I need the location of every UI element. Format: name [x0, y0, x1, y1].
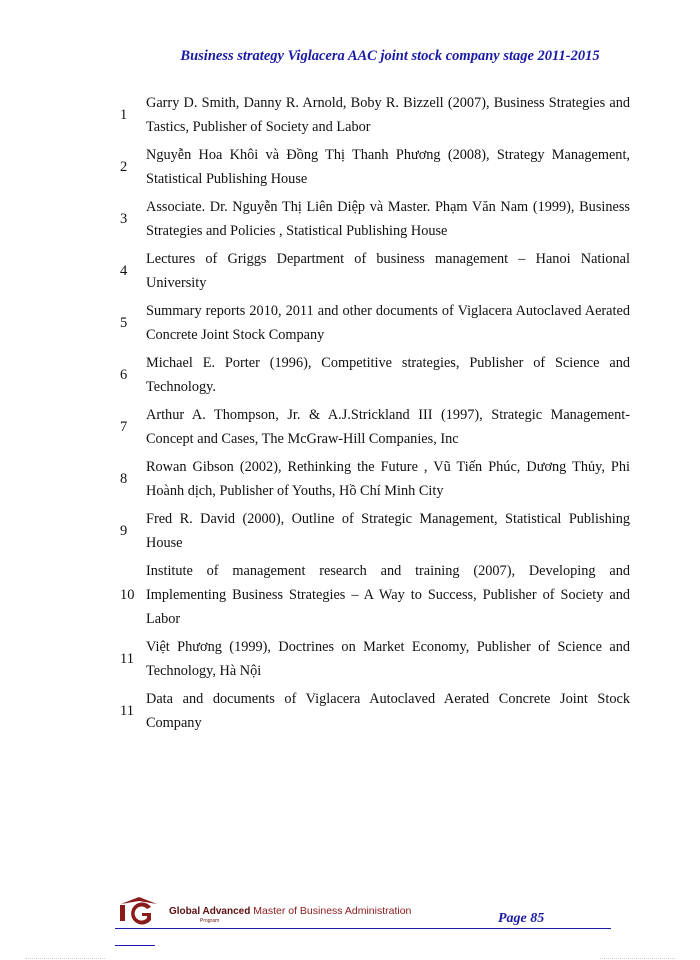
- page-edge-dotted-left: [25, 958, 105, 959]
- page-footer: [115, 894, 615, 930]
- reference-text: Garry D. Smith, Danny R. Arnold, Boby R. Bizzell (2007), Business Strategies and Tastics, Publisher of Society and Labor: [146, 95, 630, 135]
- reference-text: Nguyễn Hoa Khôi và Đồng Thị Thanh Phương (2008), Strategy Management, Statistical Publishing House: [146, 147, 630, 187]
- reference-number: 6: [120, 366, 128, 383]
- reference-text: Việt Phương (1999), Doctrines on Market Economy, Publisher of Science and Technology, Hà Nội: [146, 639, 630, 679]
- reference-item: [110, 349, 630, 401]
- reference-item: [110, 89, 630, 141]
- reference-item: [110, 633, 630, 685]
- footer-stub-rule: [115, 945, 155, 946]
- reference-text: Lectures of Griggs Department of business management – Hanoi National University: [146, 251, 630, 291]
- reference-item: [110, 193, 630, 245]
- reference-text: Institute of management research and training (2007), Developing and Implementing Business Strategies – A Way to Success, Publisher of Society and Labor: [146, 563, 630, 627]
- reference-item: [110, 245, 630, 297]
- reference-number: 1: [120, 106, 128, 123]
- reference-number: 11: [120, 650, 134, 667]
- reference-text: Summary reports 2010, 2011 and other documents of Viglacera Autoclaved Aerated Concrete Joint Stock Company: [146, 303, 630, 343]
- reference-item: [110, 401, 630, 453]
- reference-number: 2: [120, 158, 128, 175]
- reference-list: [110, 89, 630, 737]
- reference-number: 5: [120, 314, 128, 331]
- footer-program-name: [169, 905, 411, 917]
- gamba-logo-icon: [115, 894, 165, 926]
- footer-program-title: Master of Business Administration: [253, 905, 412, 917]
- document-header-title: Business strategy Viglacera AAC joint stock company stage 2011-2015: [180, 48, 600, 64]
- reference-number: 8: [120, 470, 128, 487]
- reference-item: [110, 453, 630, 505]
- reference-number: 10: [120, 586, 135, 603]
- page-edge-dotted-right: [600, 958, 675, 959]
- reference-text: Rowan Gibson (2002), Rethinking the Future , Vũ Tiến Phúc, Dương Thủy, Phi Hoành dịch, Publisher of Youths, Hồ Chí Minh City: [146, 459, 630, 499]
- footer-brand: Global Advanced: [169, 906, 251, 917]
- page-number: Page 85: [498, 911, 545, 926]
- reference-number: 4: [120, 262, 128, 279]
- reference-number: 11: [120, 702, 134, 719]
- reference-item: [110, 505, 630, 557]
- reference-text: Michael E. Porter (1996), Competitive strategies, Publisher of Science and Technology.: [146, 355, 630, 395]
- reference-item: [110, 141, 630, 193]
- reference-number: 9: [120, 522, 128, 539]
- reference-text: Arthur A. Thompson, Jr. & A.J.Strickland III (1997), Strategic Management-Concept and Cases, The McGraw-Hill Companies, Inc: [146, 407, 630, 447]
- reference-text: Associate. Dr. Nguyễn Thị Liên Diệp và Master. Phạm Văn Nam (1999), Business Strategies and Policies , Statistical Publishing House: [146, 199, 630, 239]
- reference-text: Data and documents of Viglacera Autoclaved Aerated Concrete Joint Stock Company: [146, 691, 630, 731]
- reference-item: [110, 685, 630, 737]
- reference-number: 7: [120, 418, 128, 435]
- footer-sub-label: Program: [200, 918, 220, 924]
- reference-text: Fred R. David (2000), Outline of Strategic Management, Statistical Publishing House: [146, 511, 630, 551]
- reference-number: 3: [120, 210, 128, 227]
- footer-rule: [115, 928, 611, 929]
- reference-item: [110, 557, 630, 633]
- reference-item: [110, 297, 630, 349]
